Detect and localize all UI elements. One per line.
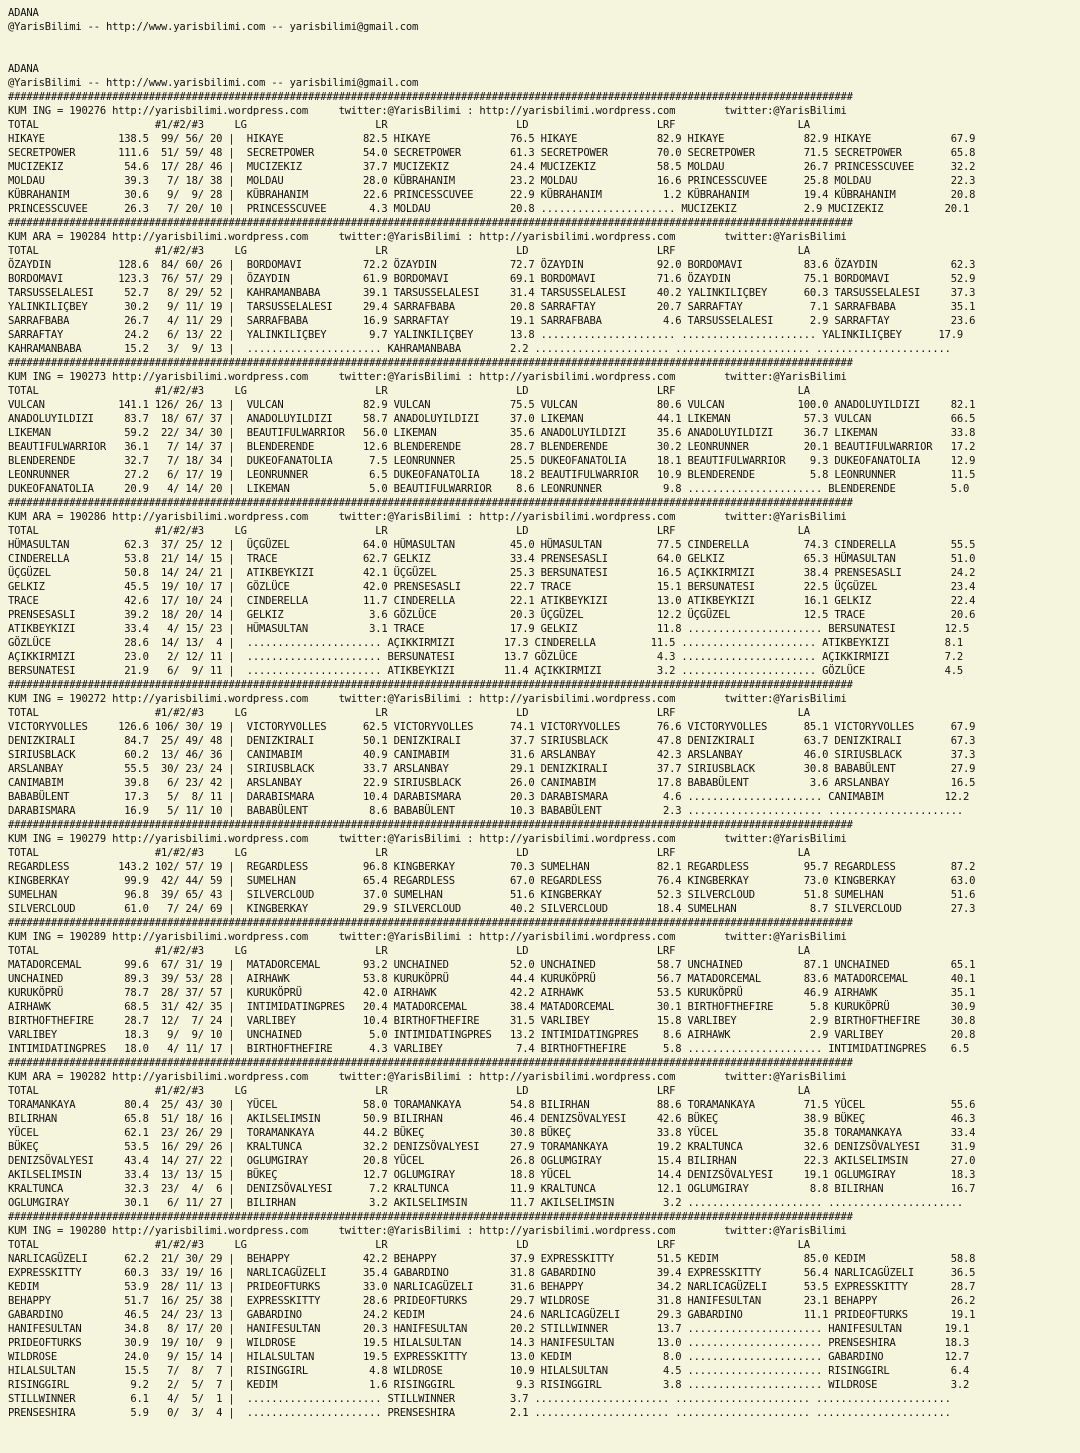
header-block xyxy=(8,6,1080,34)
header-city: ADANA xyxy=(8,7,39,19)
header-block-repeat xyxy=(8,62,1080,90)
spacer xyxy=(8,34,1080,62)
header-city: ADANA xyxy=(8,63,39,75)
header-contact: @YarisBilimi -- http://www.yarisbilimi.com -- yarisbilimi@gmail.com xyxy=(8,77,419,89)
race-report: ########################################################################################################################################## KUM ING = 190276 http://yarisbilimi.wordpress.com twitter:@YarisBilimi : http://yarisbilimi.wordpress.com twitter:@YarisBilimi TOTAL #1/#2/#3 LG LR LD LRF LA HIKAYE 138.5 99/ 56/ 20 | HIKAYE 82.5 HIKAYE 76.5 HIKAYE 82.9 HIKAYE 82.9 HIKAYE 67.9 SECRETPOWER 111.6 51/ 59/ 48 | SECRETPOWER 54.0 SECRETPOWER 61.3 SECRETPOWER 70.0 SECRETPOWER 71.5 SECRETPOWER 65.8 MUCIZEKIZ 54.6 17/ 28/ 46 | MUCIZEKIZ 37.7 MUCIZEKIZ 24.4 MUCIZEKIZ 58.5 MOLDAU 26.7 PRINCESSCUVEE 32.2 MOLDAU 39.3 7/ 18/ 38 | MOLDAU 28.0 KÜBRAHANIM 23.2 MOLDAU 16.6 PRINCESSCUVEE 25.8 MOLDAU 22.3 KÜBRAHANIM 30.6 9/ 9/ 28 | KÜBRAHANIM 22.6 PRINCESSCUVEE 22.9 KÜBRAHANIM 1.2 KÜBRAHANIM 19.4 KÜBRAHANIM 20.8 PRINCESSCUVEE 26.3 7/ 20/ 10 | PRINCESSCUVEE 4.3 MOLDAU 20.8 ...................... MUCIZEKIZ 2.9 MUCIZEKIZ 20.1 ########################################################################################################################################## KUM ARA = 190284 http://yarisbilimi.wordpress.com twitter:@YarisBilimi : http://yarisbilimi.wordpress.com twitter:@YarisBilimi TOTAL #1/#2/#3 LG LR LD LRF LA ÖZAYDIN 128.6 84/ 60/ 26 | BORDOMAVI 72.2 ÖZAYDIN 72.7 ÖZAYDIN 92.0 BORDOMAVI 83.6 ÖZAYDIN 62.3 BORDOMAVI 123.3 76/ 57/ 29 | ÖZAYDIN 61.9 BORDOMAVI 69.1 BORDOMAVI 71.6 ÖZAYDIN 75.1 BORDOMAVI 52.9 TARSUSSELALESI 52.7 8/ 29/ 52 | KAHRAMANBABA 39.1 TARSUSSELALESI 31.4 TARSUSSELALESI 40.2 YALINKILIÇBEY 60.3 TARSUSSELALESI 37.3 YALINKILIÇBEY 30.2 9/ 11/ 19 | TARSUSSELALESI 29.4 SARRAFBABA 20.8 SARRAFTAY 20.7 SARRAFTAY 7.1 SARRAFBABA 35.1 SARRAFBABA 26.7 4/ 11/ 29 | SARRAFBABA 16.9 SARRAFTAY 19.1 SARRAFBABA 4.6 TARSUSSELALESI 2.9 SARRAFTAY 23.6 SARRAFTAY 24.2 6/ 13/ 22 | YALINKILIÇBEY 9.7 YALINKILIÇBEY 13.8 ...................... ...................... YALINKILIÇBEY 17.9 KAHRAMANBABA 15.2 3/ 9/ 13 | ...................... KAHRAMANBABA 2.2 ...................... ...................... ...................... ########################################################################################################################################## KUM ING = 190273 http://yarisbilimi.wordpress.com twitter:@YarisBilimi : http://yarisbilimi.wordpress.com twitter:@YarisBilimi TOTAL #1/#2/#3 LG LR LD LRF LA VULCAN 141.1 126/ 26/ 13 | VULCAN 82.9 VULCAN 75.5 VULCAN 80.6 VULCAN 100.0 ANADOLUYILDIZI 82.1 ANADOLUYILDIZI 83.7 18/ 67/ 37 | ANADOLUYILDIZI 58.7 ANADOLUYILDIZI 37.0 LIKEMAN 44.1 LIKEMAN 57.3 VULCAN 66.5 LIKEMAN 59.2 22/ 34/ 30 | BEAUTIFULWARRIOR 56.0 LIKEMAN 35.6 ANADOLUYILDIZI 35.6 ANADOLUYILDIZI 36.7 LIKEMAN 33.8 BEAUTIFULWARRIOR 36.1 7/ 14/ 37 | BLENDERENDE 12.6 BLENDERENDE 28.7 BLENDERENDE 30.2 LEONRUNNER 20.1 BEAUTIFULWARRIOR 17.2 BLENDERENDE 32.7 7/ 18/ 34 | DUKEOFANATOLIA 7.5 LEONRUNNER 25.5 DUKEOFANATOLIA 18.1 BEAUTIFULWARRIOR 9.3 DUKEOFANATOLIA 12.9 LEONRUNNER 27.2 6/ 17/ 19 | LEONRUNNER 6.5 DUKEOFANATOLIA 18.2 BEAUTIFULWARRIOR 10.9 BLENDERENDE 5.8 LEONRUNNER 11.5 DUKEOFANATOLIA 20.9 4/ 14/ 20 | LIKEMAN 5.0 BEAUTIFULWARRIOR 8.6 LEONRUNNER 9.8 ...................... BLENDERENDE 5.0 ########################################################################################################################################## KUM ARA = 190286 http://yarisbilimi.wordpress.com twitter:@YarisBilimi : http://yarisbilimi.wordpress.com twitter:@YarisBilimi TOTAL #1/#2/#3 LG LR LD LRF LA HÜMASULTAN 62.3 37/ 25/ 12 | ÜÇGÜZEL 64.0 HÜMASULTAN 45.0 HÜMASULTAN 77.5 CINDERELLA 74.3 CINDERELLA 55.5 CINDERELLA 53.8 21/ 14/ 15 | TRACE 62.7 GELKIZ 33.4 PRENSESASLI 64.0 GELKIZ 65.3 HÜMASULTAN 51.0 ÜÇGÜZEL 50.8 14/ 24/ 21 | ATIKBEYKIZI 42.1 ÜÇGÜZEL 25.3 BERSUNATESI 16.5 AÇIKKIRMIZI 38.4 PRENSESASLI 24.2 GELKIZ 45.5 19/ 10/ 17 | GÖZLÜCE 42.0 PRENSESASLI 22.7 TRACE 15.1 BERSUNATESI 22.5 ÜÇGÜZEL 23.4 TRACE 42.6 17/ 10/ 24 | CINDERELLA 11.7 CINDERELLA 22.1 ATIKBEYKIZI 13.0 ATIKBEYKIZI 16.1 GELKIZ 22.4 PRENSESASLI 39.2 18/ 20/ 14 | GELKIZ 3.6 GÖZLÜCE 20.3 ÜÇGÜZEL 12.2 ÜÇGÜZEL 12.5 TRACE 20.6 ATIKBEYKIZI 33.4 4/ 15/ 23 | HÜMASULTAN 3.1 TRACE 17.9 GELKIZ 11.8 ...................... BERSUNATESI 12.5 GÖZLÜCE 28.6 14/ 13/ 4 | ...................... AÇIKKIRMIZI 17.3 CINDERELLA 11.5 ...................... ATIKBEYKIZI 8.1 AÇIKKIRMIZI 23.0 2/ 12/ 11 | ...................... BERSUNATESI 13.7 GÖZLÜCE 4.3 ...................... AÇIKKIRMIZI 7.2 BERSUNATESI 21.9 6/ 9/ 11 | ...................... ATIKBEYKIZI 11.4 AÇIKKIRMIZI 3.2 ...................... GÖZLÜCE 4.5 ########################################################################################################################################## KUM ING = 190272 http://yarisbilimi.wordpress.com twitter:@YarisBilimi : http://yarisbilimi.wordpress.com twitter:@YarisBilimi TOTAL #1/#2/#3 LG LR LD LRF LA VICTORYVOLLES 126.6 106/ 30/ 19 | VICTORYVOLLES 62.5 VICTORYVOLLES 74.1 VICTORYVOLLES 76.6 VICTORYVOLLES 85.1 VICTORYVOLLES 67.9 DENIZKIRALI 84.7 25/ 49/ 48 | DENIZKIRALI 50.1 DENIZKIRALI 37.7 SIRIUSBLACK 47.8 DENIZKIRALI 63.7 DENIZKIRALI 67.3 SIRIUSBLACK 60.2 13/ 46/ 36 | CANIMABIM 40.9 CANIMABIM 31.6 ARSLANBAY 42.3 ARSLANBAY 46.0 SIRIUSBLACK 37.3 ARSLANBAY 55.5 30/ 23/ 24 | SIRIUSBLACK 33.7 ARSLANBAY 29.1 DENIZKIRALI 37.7 SIRIUSBLACK 30.8 BABABÜLENT 27.9 CANIMABIM 39.8 6/ 23/ 42 | ARSLANBAY 22.9 SIRIUSBLACK 26.0 CANIMABIM 17.8 BABABÜLENT 3.6 ARSLANBAY 16.5 BABABÜLENT 17.3 5/ 8/ 11 | DARABISMARA 10.4 DARABISMARA 20.3 DARABISMARA 4.6 ...................... CANIMABIM 12.2 DARABISMARA 16.9 5/ 11/ 10 | BABABÜLENT 8.6 BABABÜLENT 10.3 BABABÜLENT 2.3 ...................... ...................... ########################################################################################################################################## KUM ING = 190279 http://yarisbilimi.wordpress.com twitter:@YarisBilimi : http://yarisbilimi.wordpress.com twitter:@YarisBilimi TOTAL #1/#2/#3 LG LR LD LRF LA REGARDLESS 143.2 102/ 57/ 19 | REGARDLESS 96.8 KINGBERKAY 70.3 SUMELHAN 82.1 REGARDLESS 95.7 REGARDLESS 87.2 KINGBERKAY 99.9 42/ 44/ 59 | SUMELHAN 65.4 REGARDLESS 67.0 REGARDLESS 76.4 KINGBERKAY 73.0 KINGBERKAY 63.0 SUMELHAN 96.8 39/ 65/ 43 | SILVERCLOUD 37.0 SUMELHAN 51.6 KINGBERKAY 52.3 SILVERCLOUD 51.8 SUMELHAN 51.6 SILVERCLOUD 61.0 7/ 24/ 69 | KINGBERKAY 29.9 SILVERCLOUD 40.2 SILVERCLOUD 18.4 SUMELHAN 8.7 SILVERCLOUD 27.3 ########################################################################################################################################## KUM ING = 190289 http://yarisbilimi.wordpress.com twitter:@YarisBilimi : http://yarisbilimi.wordpress.com twitter:@YarisBilimi TOTAL #1/#2/#3 LG LR LD LRF LA MATADORCEMAL 99.6 67/ 31/ 19 | MATADORCEMAL 93.2 UNCHAINED 52.0 UNCHAINED 58.7 UNCHAINED 87.1 UNCHAINED 65.1 UNCHAINED 89.3 39/ 53/ 28 | AIRHAWK 53.8 KURUKÖPRÜ 44.4 KURUKÖPRÜ 56.7 MATADORCEMAL 83.6 MATADORCEMAL 40.1 KURUKÖPRÜ 78.7 28/ 37/ 57 | KURUKÖPRÜ 42.0 AIRHAWK 42.2 AIRHAWK 53.5 KURUKÖPRÜ 46.9 AIRHAWK 35.1 AIRHAWK 68.5 31/ 42/ 35 | INTIMIDATINGPRES 20.4 MATADORCEMAL 38.4 MATADORCEMAL 30.1 BIRTHOFTHEFIRE 5.8 KURUKÖPRÜ 30.9 BIRTHOFTHEFIRE 28.7 12/ 7/ 24 | VARLIBEY 10.4 BIRTHOFTHEFIRE 31.5 VARLIBEY 15.8 VARLIBEY 2.9 BIRTHOFTHEFIRE 30.8 VARLIBEY 18.3 9/ 9/ 10 | UNCHAINED 5.0 INTIMIDATINGPRES 13.2 INTIMIDATINGPRES 8.6 AIRHAWK 2.9 VARLIBEY 20.8 INTIMIDATINGPRES 18.0 4/ 11/ 17 | BIRTHOFTHEFIRE 4.3 VARLIBEY 7.4 BIRTHOFTHEFIRE 5.8 ...................... INTIMIDATINGPRES 6.5 ########################################################################################################################################## KUM ARA = 190282 http://yarisbilimi.wordpress.com twitter:@YarisBilimi : http://yarisbilimi.wordpress.com twitter:@YarisBilimi TOTAL #1/#2/#3 LG LR LD LRF LA TORAMANKAYA 80.4 25/ 43/ 30 | YÜCEL 58.0 TORAMANKAYA 54.8 BILIRHAN 88.6 TORAMANKAYA 71.5 YÜCEL 55.6 BILIRHAN 65.8 51/ 18/ 16 | AKILSELIMSIN 50.9 BILIRHAN 46.4 DENIZSÖVALYESI 42.6 BÜKEÇ 38.9 BÜKEÇ 46.3 YÜCEL 62.1 23/ 26/ 29 | TORAMANKAYA 44.2 BÜKEÇ 30.8 BÜKEÇ 33.8 YÜCEL 35.8 TORAMANKAYA 33.4 BÜKEÇ 53.5 16/ 29/ 26 | KRALTUNCA 32.2 DENIZSÖVALYESI 27.9 TORAMANKAYA 19.2 KRALTUNCA 32.6 DENIZSÖVALYESI 31.9 DENIZSÖVALYESI 43.4 14/ 27/ 22 | OGLUMGIRAY 20.8 YÜCEL 26.8 OGLUMGIRAY 15.4 BILIRHAN 22.3 AKILSELIMSIN 27.0 AKILSELIMSIN 33.4 13/ 13/ 15 | BÜKEÇ 12.7 OGLUMGIRAY 18.8 YÜCEL 14.4 DENIZSÖVALYESI 19.1 OGLUMGIRAY 18.3 KRALTUNCA 32.3 23/ 4/ 6 | DENIZSÖVALYESI 7.2 KRALTUNCA 11.9 KRALTUNCA 12.1 OGLUMGIRAY 8.8 BILIRHAN 16.7 OGLUMGIRAY 30.1 6/ 11/ 27 | BILIRHAN 3.2 AKILSELIMSIN 11.7 AKILSELIMSIN 3.2 ...................... ...................... ########################################################################################################################################## KUM ING = 190280 http://yarisbilimi.wordpress.com twitter:@YarisBilimi : http://yarisbilimi.wordpress.com twitter:@YarisBilimi TOTAL #1/#2/#3 LG LR LD LRF LA NARLICAGÜZELI 62.2 21/ 30/ 29 | BEHAPPY 42.2 BEHAPPY 37.9 EXPRESSKITTY 51.5 KEDIM 85.0 KEDIM 58.8 EXPRESSKITTY 60.3 33/ 19/ 16 | NARLICAGÜZELI 35.4 GABARDINO 31.8 GABARDINO 39.4 EXPRESSKITTY 56.4 NARLICAGÜZELI 36.5 KEDIM 53.9 28/ 11/ 13 | PRIDEOFTURKS 33.0 NARLICAGÜZELI 31.6 BEHAPPY 34.2 NARLICAGÜZELI 53.5 EXPRESSKITTY 28.7 BEHAPPY 51.7 16/ 25/ 38 | EXPRESSKITTY 28.6 PRIDEOFTURKS 29.7 WILDROSE 31.8 HANIFESULTAN 23.1 BEHAPPY 26.2 GABARDINO 46.5 24/ 23/ 13 | GABARDINO 24.2 KEDIM 24.6 NARLICAGÜZELI 29.3 GABARDINO 11.1 PRIDEOFTURKS 19.1 HANIFESULTAN 34.8 8/ 17/ 20 | HANIFESULTAN 20.3 HANIFESULTAN 20.2 STILLWINNER 13.7 ...................... HANIFESULTAN 19.1 PRIDEOFTURKS 30.9 19/ 10/ 9 | WILDROSE 19.5 HILALSULTAN 14.3 HANIFESULTAN 13.0 ...................... PRENSESHIRA 18.3 WILDROSE 24.0 9/ 15/ 14 | HILALSULTAN 19.5 EXPRESSKITTY 13.0 KEDIM 8.0 ...................... GABARDINO 12.7 HILALSULTAN 15.5 7/ 8/ 7 | RISINGGIRL 4.8 WILDROSE 10.9 HILALSULTAN 4.5 ...................... RISINGGIRL 6.4 RISINGGIRL 9.2 2/ 5/ 7 | KEDIM 1.6 RISINGGIRL 9.3 RISINGGIRL 3.8 ...................... WILDROSE 3.2 STILLWINNER 6.1 4/ 5/ 1 | ...................... STILLWINNER 3.7 ...................... ...................... ...................... PRENSESHIRA 5.9 0/ 3/ 4 | ...................... PRENSESHIRA 2.1 ...................... ...................... ...................... xyxy=(8,91,976,1419)
header-contact: @YarisBilimi -- http://www.yarisbilimi.com -- yarisbilimi@gmail.com xyxy=(8,21,419,33)
